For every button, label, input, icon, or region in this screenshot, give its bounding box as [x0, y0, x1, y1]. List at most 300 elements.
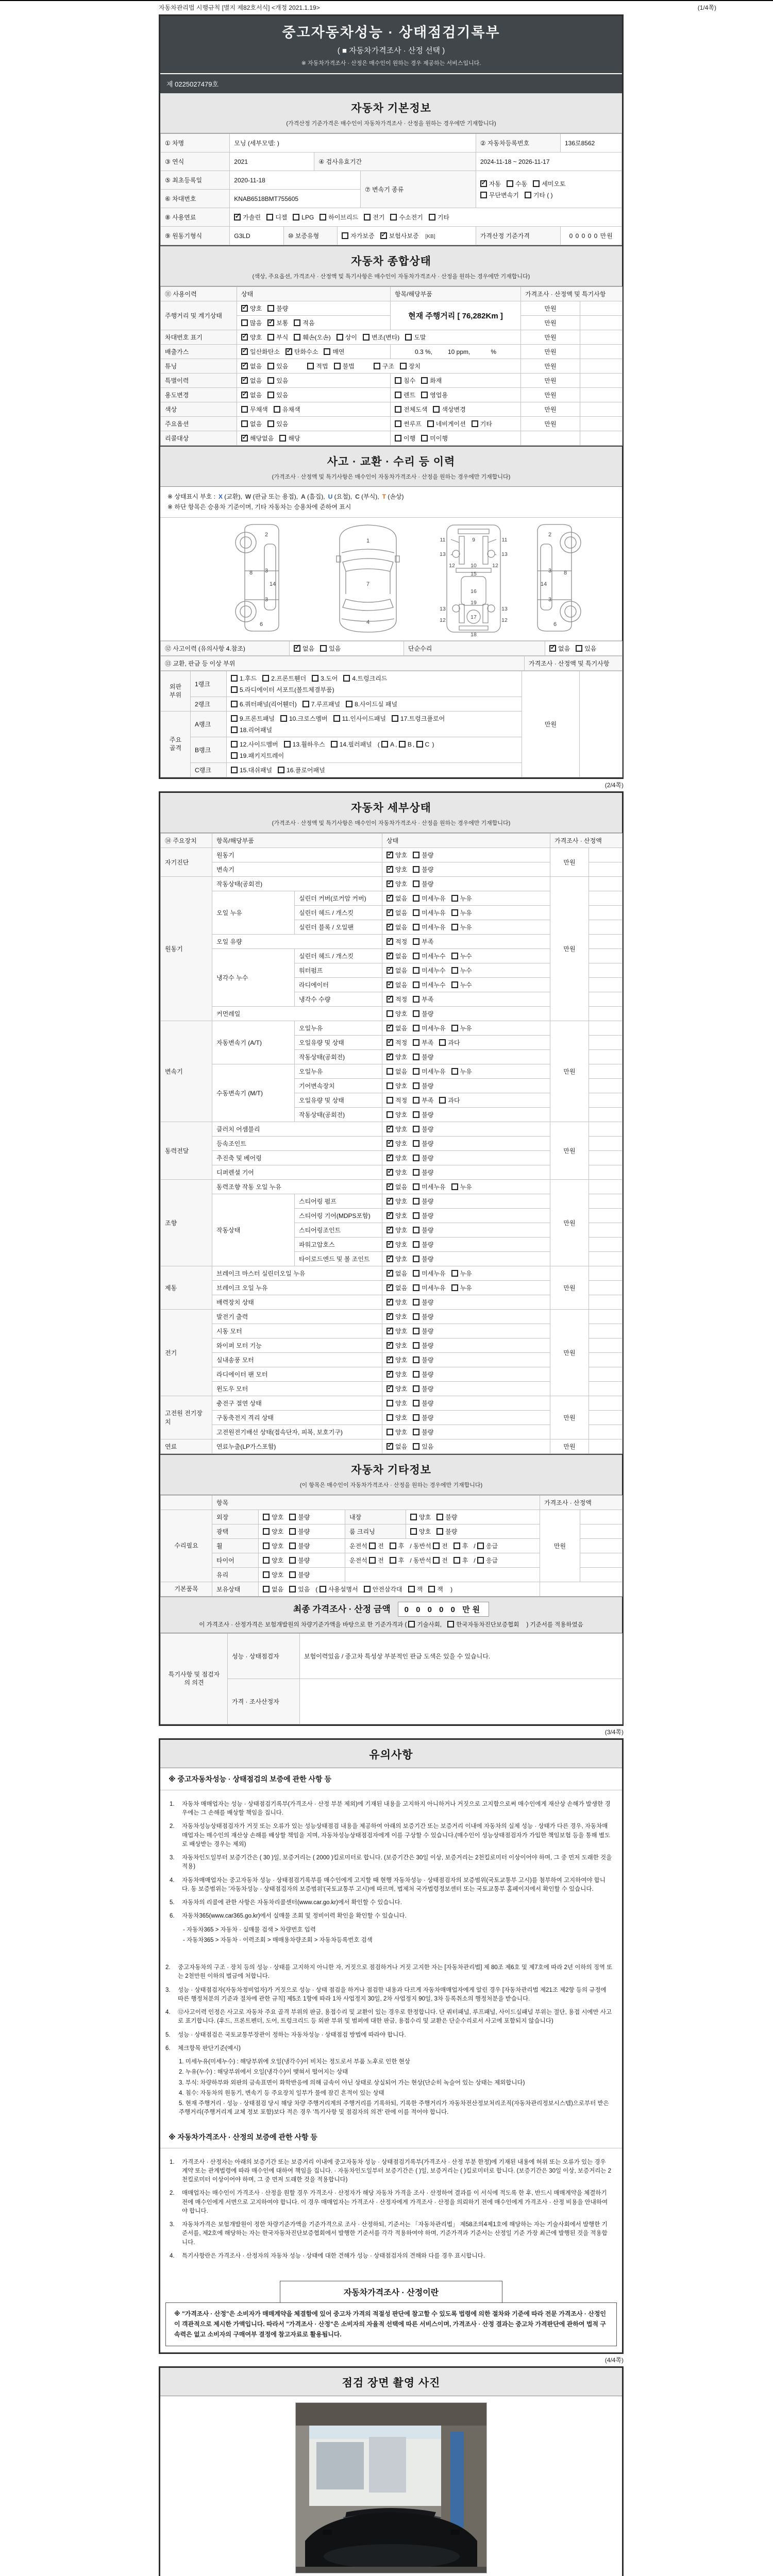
legend-prefix: ※ 상태표시 부호 : [167, 493, 215, 500]
state-checks-cell [382, 876, 550, 891]
text: 17 [470, 614, 477, 620]
seat-position-checks [345, 1538, 540, 1553]
blank-cell [589, 1165, 623, 1179]
check-item [267, 419, 288, 428]
check-item [263, 1585, 283, 1594]
rect [459, 536, 464, 564]
check-label: 누유 [460, 1183, 472, 1191]
checkbox-unchecked [289, 1543, 296, 1549]
checkbox-checked [386, 1256, 393, 1262]
checkbox-unchecked [480, 192, 487, 198]
line [451, 554, 452, 555]
rank-items [231, 740, 517, 760]
state-header: 상태 [382, 833, 550, 848]
check-label: 양호 [395, 1168, 408, 1176]
notice-item [165, 2031, 613, 2040]
check-label: 8.사이드실 패널 [355, 700, 398, 708]
group-price-cell: 만원 [550, 1439, 589, 1453]
text: 12 [501, 617, 508, 623]
usage-items [391, 388, 521, 402]
comprehensive-state-header [160, 245, 622, 286]
check-item [267, 318, 288, 327]
blank-cell [589, 1367, 623, 1381]
rect [395, 556, 399, 562]
state-checks-cell [382, 1367, 550, 1381]
side-right-numbers [541, 532, 567, 628]
check-item [413, 908, 445, 917]
check-label: 양호 [395, 1327, 408, 1335]
fuel-checks [230, 208, 622, 227]
check-label: 불량 [422, 1212, 434, 1219]
notice-item-number: 2. [170, 1823, 175, 1830]
check-item [439, 1096, 460, 1105]
car-damage-diagram [160, 518, 622, 641]
detail-row [161, 1179, 623, 1194]
checkbox-unchecked [320, 1586, 326, 1592]
check-group [386, 924, 478, 931]
check-item [331, 740, 372, 749]
check-item [294, 333, 330, 342]
notice-item-number: 3. [170, 1855, 175, 1861]
check-label: 전기 [373, 214, 385, 221]
notice-item-text: 가격조사 · 산정자는 아래의 보증기간 또는 보증거리 이내에 중고자동차 성능 · 상태점검기록부(가격조사 · 산정 부분 한정)에 기재된 내용에 허위 또는 오류가 있는 경우 계약 또는 관계법령에 따라 매수인에 대하여 책임을 집니다. · 자동차인도일부터 보증기간은 ( )일, 보증거리는 ( )킬로미터로 합니다. (보증기간은 30일 이상, 보증거리는 2천킬로미터 이상이어야 하며, 그 중 먼저 도래한 것을 적용합니다) [182, 2159, 612, 2183]
inspection-photos [160, 2396, 622, 2576]
checkbox-unchecked [279, 435, 286, 442]
text: 12 [440, 617, 446, 623]
check-label: 응급 [485, 1556, 498, 1564]
accident-history-checks [290, 641, 404, 655]
checkbox-checked [386, 1183, 393, 1190]
checkbox-unchecked [289, 1571, 296, 1578]
checkbox-unchecked [413, 1270, 419, 1277]
notice-sub-item: 5. 현재 주행거리 · 성능 · 상태점검 당시 해당 차량 주행거리계의 주행거리를 기록하되, 기록한 주행거리가 자동차전산정보처리조직(자동차관리정보시스템)으로부터 받은 주행거리(주행거리계 교체 정보 포함)보다 적은 경우 '특기사항 및 점검자의 의견' 란에 이를 적어야 합니다. [179, 2100, 609, 2116]
abnormal-parts-label: ⑬ 교환, 판금 등 이상 부위 [161, 656, 525, 670]
checkbox-unchecked [413, 1025, 419, 1031]
checkbox-unchecked [413, 1054, 419, 1060]
notice-sub-item: 1. 미세누유(미세누수) : 해당부위에 오일(냉각수)이 비치는 정도로서 부품 노후로 인한 현상 [179, 2059, 410, 2065]
rank-items-line1 [231, 766, 517, 774]
notice-item-text: 특기사항란은 가격조사 · 산정자의 자동차 성능 · 상태에 대한 견해가 성능 · 상태점검자의 견해와 다를 경우 표시합니다. [182, 2252, 485, 2259]
checkbox-checked [386, 1054, 393, 1060]
repair-item2-checks [406, 1510, 540, 1524]
final-price-section [160, 1597, 622, 1633]
check-label: 7.루프패널 [311, 700, 341, 708]
check-item [405, 333, 426, 342]
price-header: 가격조사 · 산정액 [550, 833, 623, 848]
notice-item [165, 2008, 613, 2026]
check-group [480, 180, 572, 188]
state-checks-cell [382, 1165, 550, 1179]
color-checks [237, 402, 391, 417]
check-item [364, 213, 384, 222]
notice-sub-item: - 자동차365 > 자동차 · 이력조회 > 매매용차량조회 > 자동차등록번호 검색 [183, 1937, 373, 1943]
check-label: 없음 [395, 894, 408, 902]
state-checks-cell [382, 1410, 550, 1425]
check-item [333, 714, 386, 723]
check-item [289, 1585, 310, 1594]
checkbox-unchecked [386, 1429, 393, 1435]
recall-items [391, 431, 521, 446]
check-label: 없음 [395, 1067, 408, 1075]
check-label: 양호 [395, 851, 408, 859]
check-item [451, 966, 472, 975]
check-item [386, 1067, 407, 1076]
check-label: 15.대쉬패널 [240, 766, 273, 774]
checkbox-unchecked [231, 726, 238, 733]
circle [236, 532, 256, 553]
checkbox-unchecked [413, 852, 419, 858]
text: 16 [470, 588, 477, 595]
state-checks-cell [382, 1122, 550, 1136]
price-cell: 만원 [521, 417, 580, 431]
check-item [395, 405, 427, 414]
check-item [427, 419, 466, 428]
item-cell: 발전기 출력 [212, 1309, 382, 1324]
check-item [413, 937, 433, 946]
state-checks-cell [382, 1295, 550, 1309]
check-label: 양호 [250, 334, 262, 341]
check-label: 양호 [395, 1385, 408, 1393]
simple-repair-label: 단순수리 [404, 641, 545, 655]
legend-symbol: C [355, 493, 360, 500]
notice-item-text: 매매업자는 매수인이 가격조사 · 산정을 원할 경우 가격조사 · 산정자가 해당 자동차 가격을 조사 · 산정하여 결과를 이 서식에 적도록 한 후, 반드시 매매계약을 체결하기 전에 매수인에게 서면으로 고지하여야 합니다. 이 경우 매매업자는 가격조사 · 산정자에게 가격조사 · 산정을 의뢰하기 전에 매수인에게 가격조사 · 산정 비용을 안내하여야 합니다. [182, 2190, 608, 2214]
check-item [421, 391, 448, 399]
price-survey-select-line: ( ■ 자동차가격조사 · 산정 선택 ) [337, 46, 445, 55]
blank-cell [580, 374, 623, 388]
checkbox-unchecked [274, 406, 280, 413]
check-label: 양호 [395, 1140, 408, 1147]
price-survey-definition-title: 자동차가격조사 · 산정이란 [280, 2281, 502, 2303]
checkbox-unchecked [395, 435, 401, 442]
check-label: LPG [301, 214, 314, 221]
check-label: 양호 [395, 1356, 408, 1364]
check-label: 영업용 [430, 392, 448, 399]
state-checks-cell [382, 1309, 550, 1324]
checkbox-unchecked [333, 715, 340, 722]
item-cell: 구동축전지 격리 상태 [212, 1410, 382, 1425]
check-label: 훼손(오손) [303, 334, 331, 341]
checkbox-checked [386, 1126, 393, 1132]
check-item [263, 1556, 283, 1565]
device-group-label: 동력전달 [161, 1122, 212, 1179]
text: 3 [264, 596, 268, 603]
check-item [280, 714, 328, 723]
notice-item-number: 1. [170, 1801, 175, 1807]
checkbox-unchecked [392, 715, 398, 722]
price-cell: 만원 [521, 374, 580, 388]
check-label: 불량 [445, 1513, 458, 1521]
blank-cell [589, 905, 623, 920]
group-price-cell: 만원 [550, 1122, 589, 1179]
option-checks [237, 417, 391, 431]
device-group-label: 변속기 [161, 1021, 212, 1122]
check-item [413, 1096, 433, 1105]
check-group [386, 1270, 478, 1277]
notice-item [170, 1854, 613, 1872]
transmission-label: ⑦ 변속기 종류 [360, 171, 476, 208]
comprehensive-state-table [160, 286, 623, 446]
check-item [386, 1009, 407, 1018]
check-label: 불량 [422, 1125, 434, 1133]
rect [323, 2530, 332, 2535]
check-group [241, 392, 294, 399]
vin-mark-row [161, 330, 623, 345]
check-label: 이행 [404, 435, 416, 442]
detail-row [161, 1122, 623, 1136]
blank-cell [589, 1251, 623, 1266]
transmission-checks-line2 [480, 191, 618, 199]
check-group [386, 1328, 439, 1335]
special-row [161, 374, 623, 388]
notice-item-text: 체크항목 판단기준(예시) [178, 2045, 241, 2052]
item-cell: 작동상태(공회전) [295, 1049, 382, 1064]
state-checks-cell [382, 891, 550, 905]
check-label: B [407, 740, 412, 748]
check-item [289, 1556, 310, 1565]
check-label: 누수 [460, 952, 472, 960]
check-item [413, 1255, 433, 1263]
check-group [386, 1068, 478, 1075]
device-header: ⑭ 주요장치 [161, 833, 212, 848]
page-marker-4-row [159, 2354, 624, 2366]
photos-header [160, 2368, 622, 2396]
check-label: 양호 [395, 866, 408, 873]
checkbox-unchecked [386, 1068, 393, 1075]
side-left-view [236, 524, 279, 631]
check-item [231, 766, 272, 774]
item-cell: 타이로드엔드 및 볼 조인트 [295, 1251, 382, 1266]
blank-cell [589, 1064, 623, 1078]
checkbox-unchecked [386, 1010, 393, 1017]
check-label: 무채색 [250, 406, 268, 413]
circle [565, 606, 576, 617]
checkbox-unchecked [413, 1414, 419, 1421]
check-label: 10.크로스멤버 [289, 715, 328, 722]
check-label: 적정 [395, 938, 408, 945]
check-item [408, 1585, 423, 1594]
checkbox-unchecked [395, 420, 401, 427]
check-item [395, 376, 415, 385]
checkbox-unchecked [451, 967, 458, 974]
checkbox-unchecked [342, 232, 348, 239]
check-item [263, 1513, 283, 1521]
check-label: 후 [398, 1542, 405, 1550]
checkbox-unchecked [421, 435, 428, 442]
item-header: 항목/해당부품 [212, 833, 382, 848]
check-item [267, 376, 288, 385]
page-4 [159, 2366, 624, 2576]
abc-sep: , [395, 740, 399, 748]
check-label: 없음 [395, 923, 408, 931]
item-cell: 실린더 헤드 / 개스킷 [295, 905, 382, 920]
check-item [386, 1283, 407, 1292]
check-item [386, 1442, 407, 1451]
text: 13 [440, 551, 446, 557]
check-label: 불량 [422, 851, 434, 859]
check-label: 미세누유 [422, 1067, 446, 1075]
blank-cell [589, 1295, 623, 1309]
basic-info-section [160, 93, 622, 245]
checkbox-unchecked [231, 752, 238, 759]
legend-symbol: A [301, 493, 306, 500]
check-label: 세미오토 [542, 180, 566, 188]
price-cell: 만원 [521, 402, 580, 417]
price-col-header: 가격조사 · 산정액 [540, 1495, 623, 1510]
check-item [386, 851, 407, 859]
text-part: / [474, 1542, 477, 1550]
checkbox-unchecked [413, 967, 419, 974]
rank-items-line2 [231, 725, 517, 734]
checkbox-checked [386, 938, 393, 945]
item-cell: 브레이크 마스터 실린더오일 누유 [212, 1266, 382, 1280]
notice-item-text: ⑫사고이력 인정은 사고로 자동차 주요 골격 부위의 판금, 용접수리 및 교환이 있는 경우로 한정합니다. 단 쿼터패널, 루프패널, 사이드실패널 부위는 절단, 용접 시에만 사고로 표기합니다. (후드, 프론트펜더, 도어, 트렁크리드 등 외판 부위 및 범퍼에 대한 판금, 용접수리 및 교환은 단순수리로서 사고에 포함되지 않습니다) [178, 2009, 612, 2025]
final-price-line [160, 1602, 622, 1617]
check-label: 네비게이션 [435, 420, 466, 428]
mileage-checks-2 [237, 316, 391, 330]
check-label: 불량 [276, 305, 289, 312]
repair-item-checks [259, 1553, 345, 1567]
check-item [386, 1081, 407, 1090]
rank-items [231, 766, 517, 774]
notice-item-text: 성능 · 상태점검자(자동차정비업자)가 거짓으로 성능 · 상태 점검을 하거나 점검한 내용과 다르게 자동차매매업자에게 알린 경우 [자동차관리법 제21조 제2항 등의 규정에 따른 행정처분의 기준과 절차에 관한 규칙] 제5조 1항에 따라 1차 사업정지 30일, 2차 사업정지 90일, 3차 등록취소의 행정처분을 받습니다. [178, 1987, 607, 2002]
checkbox-unchecked [263, 1514, 270, 1520]
item-cell: 스티어링조인트 [295, 1223, 382, 1237]
blank-cell [580, 1524, 623, 1538]
opinion-table [160, 1633, 623, 1724]
check-label: 있음 [584, 645, 597, 652]
check-label: 없음 [395, 1024, 408, 1032]
check-group [263, 1557, 315, 1564]
check-item [279, 434, 300, 443]
first-reg-row [161, 171, 622, 190]
check-label: 유채색 [282, 406, 300, 413]
accident-tables [160, 641, 622, 777]
check-item [263, 1570, 283, 1579]
check-item [241, 318, 262, 327]
check-label: 17.트렁크플로어 [400, 715, 445, 722]
check-label: 없음 [250, 392, 262, 399]
checkbox-unchecked [413, 1183, 419, 1190]
checkbox-unchecked [278, 767, 284, 773]
mileage-text: 현재 주행거리 [ 76,282Km ] [408, 312, 503, 320]
year-row [161, 152, 622, 171]
detail-header-row [161, 833, 623, 848]
item-cell: 와이퍼 모터 기능 [212, 1338, 382, 1352]
check-item [294, 644, 314, 653]
check-item [386, 952, 407, 960]
check-label: 변조(변타) [371, 334, 400, 341]
check-label: 전 [442, 1556, 448, 1564]
checkbox-unchecked [231, 701, 238, 707]
blank-cell [589, 862, 623, 876]
checkbox-unchecked [390, 1543, 396, 1549]
repair-item-label: 타이어 [212, 1553, 259, 1567]
check-label: 없음 [395, 1183, 408, 1191]
check-label: 사용설명서 [328, 1585, 358, 1593]
check-group [231, 686, 340, 693]
rank-items-cell [227, 697, 522, 711]
blank-cell [589, 1280, 623, 1295]
check-item [451, 1182, 472, 1191]
blank-cell [589, 848, 623, 862]
check-label: 양호 [395, 1428, 408, 1436]
check-label: 양호 [395, 1125, 408, 1133]
check-item [386, 1226, 407, 1234]
check-group [386, 1183, 478, 1191]
text-part: ( [315, 1585, 320, 1593]
check-item [413, 1283, 445, 1292]
check-item [241, 405, 268, 414]
checkbox-unchecked [439, 1097, 446, 1104]
check-group [410, 1528, 463, 1535]
rank-items-cell [227, 711, 522, 737]
check-item [381, 741, 394, 748]
notice-sub-item: 2. 누유(누수) : 해당부위에서 오일(냉각수)이 맺혀서 떨어지는 상태 [179, 2069, 348, 2076]
item-cell: 추진축 및 베어링 [212, 1150, 382, 1165]
content-column [159, 1, 720, 2576]
blank-cell [589, 1237, 623, 1251]
check-label: 하이브리드 [328, 214, 359, 221]
blank-cell [589, 1208, 623, 1223]
check-item [453, 1541, 468, 1550]
circle [236, 601, 256, 622]
checkbox-unchecked [413, 1068, 419, 1075]
item-cell: 스티어링 펌프 [295, 1194, 382, 1208]
repair-row-외장 [161, 1510, 623, 1524]
notice-item-text: 자동차인도일부터 보증기간은 ( 30 )일, 보증거리는 ( 2000 )킬로미터로 합니다. (보증기간은 30일 이상, 보증거리는 2천킬로미터 이상이어야 하며, 그 중 먼저 도래한 것을 적용) [182, 1855, 612, 1870]
checkbox-unchecked [231, 741, 238, 748]
notice-item-number: 6. [165, 2045, 171, 2052]
sub-group-label: 냉각수 누수 [212, 948, 295, 1006]
check-item [386, 923, 407, 931]
check-label: 불량 [422, 1241, 434, 1248]
check-label: 양호 [395, 1053, 408, 1061]
check-label: 불량 [298, 1571, 310, 1579]
seat-position-checks [345, 1553, 540, 1567]
price-cell: 만원 [521, 330, 580, 345]
check-label: 불량 [422, 1053, 434, 1061]
check-item [480, 179, 501, 188]
notice-item [170, 2158, 613, 2185]
check-item [231, 714, 275, 723]
check-group [549, 645, 602, 652]
check-label: 적법 [316, 363, 328, 370]
legend-desc: (손상) [385, 493, 404, 500]
item-cell: 실린더 헤드 / 개스킷 [295, 948, 382, 963]
group-price-cell: 만원 [550, 1021, 589, 1122]
checkbox-unchecked [413, 924, 419, 930]
legend-symbol: U [328, 493, 333, 500]
abc-sep: , [412, 740, 416, 748]
check-item [386, 879, 407, 888]
check-label: 일산화탄소 [250, 348, 280, 355]
check-label: 9.프론트패널 [240, 715, 275, 722]
tuning-row [161, 359, 623, 374]
legend-desc: (부식), [359, 493, 379, 500]
underbody-numbers [440, 537, 508, 638]
check-label: 불량 [422, 1327, 434, 1335]
blank-cell [589, 948, 623, 963]
check-label: 수동 [515, 180, 528, 188]
check-label: 불량 [422, 1356, 434, 1364]
line [495, 554, 496, 555]
check-label: 11.인사이드패널 [342, 715, 386, 722]
check-label: 14.필러패널 [339, 740, 372, 748]
text: 19 [470, 599, 477, 606]
notice-item-text: 자동차가격은 보험개발원이 정한 차량기준가액을 기준가격으로 조사 · 산정하되, 기준서는 「자동차관리법」 제58조의4제1호에 해당하는 자는 기술사회에서 발행한 기준서를, 제2호에 해당하는 자는 한국자동차진단보증협회에서 발행한 기준서를 각각 적용하여야 하며, 기준가격과 기준서는 산정일 기준 가장 최근에 발행된 것을 적용합니다. [182, 2222, 608, 2246]
check-item [320, 644, 341, 653]
repair-item2-label: 내장 [345, 1510, 406, 1524]
